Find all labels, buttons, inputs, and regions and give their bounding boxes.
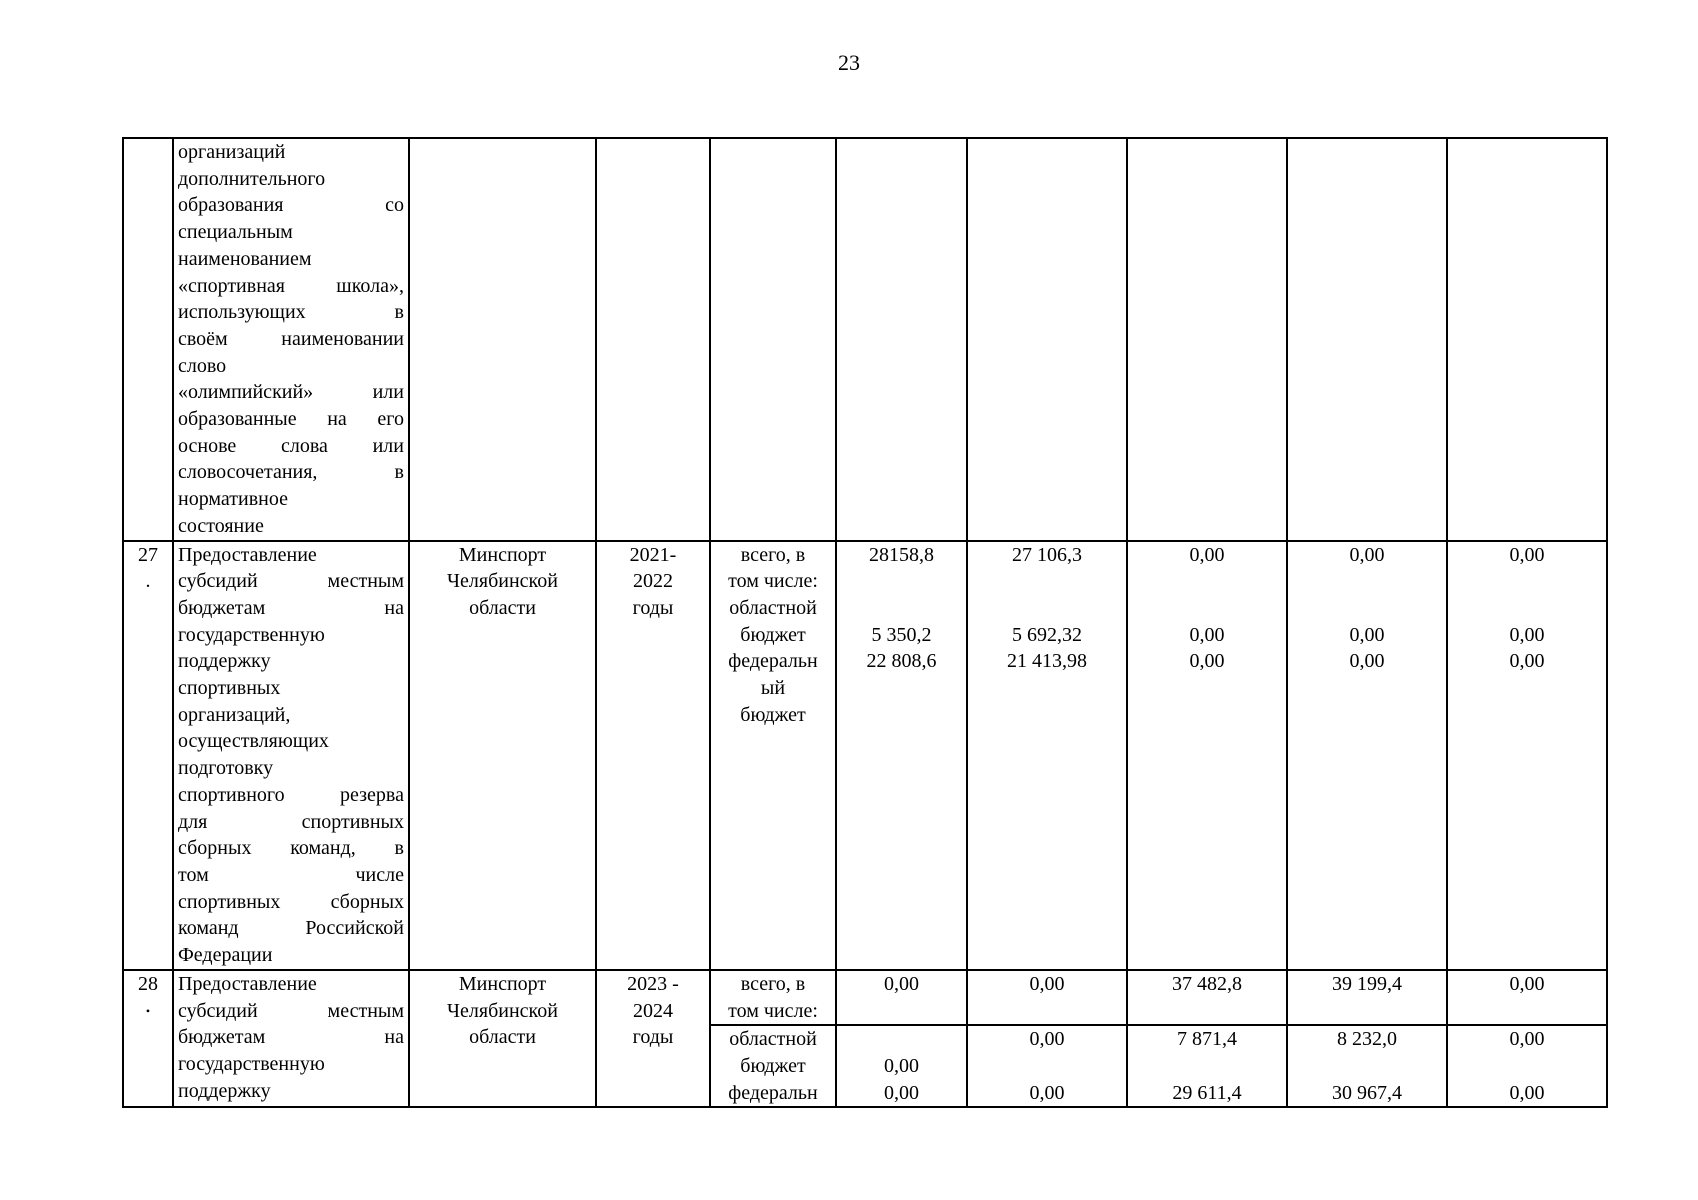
cell-executor [409,138,596,541]
cell-amount-total: 39 199,4 [1287,970,1447,1025]
text-line: бюджет [740,703,806,726]
text-line: поддержку [178,650,271,673]
text-line: том числе: [728,570,818,593]
cell-source-total [710,970,836,1025]
text-line: нормативное [178,488,288,511]
text-line: 0,00 [1349,543,1385,566]
text-line: Минспорт [458,972,547,995]
cell-amount [1287,138,1447,541]
spacer [841,568,962,595]
cell-amount [1447,541,1607,970]
text-line: 0,00 [1189,543,1225,566]
text-line: бюджет [740,623,806,646]
cell-number [123,138,173,541]
text-line: федеральн [728,1081,818,1104]
text-line: 28158,8 [869,543,934,566]
text-line: Челябинской [447,570,558,593]
text-line: 5 692,32 [1012,623,1082,646]
text-line: основе слова или [178,434,404,457]
text-line: области [469,1026,536,1049]
text-line: том числе [178,863,404,886]
text-line: 0,00 [1509,650,1545,673]
cell-executor [409,970,596,1108]
text-line: «спортивная школа», [178,274,404,297]
text-line: осуществляющих [178,730,329,753]
text-line: Федерации [178,944,273,967]
text-line: поддержку [178,1079,271,1102]
cell-measure-name [173,541,409,970]
text-line: 2023 - [627,972,679,995]
spacer [1132,568,1282,595]
spacer [1292,595,1442,622]
text-line: том числе: [728,999,818,1022]
text-line: наименованием [178,247,312,270]
text-line: области [469,596,536,619]
cell-amount [967,138,1127,541]
text-line: своём наименовании [178,327,404,350]
table-row-27 [123,541,1607,970]
text-line: «олимпийский» или [178,381,404,404]
text-line: словосочетания, в [178,461,404,484]
cell-amount-breakdown: 8 232,0 30 967,4 [1287,1025,1447,1107]
cell-amount-breakdown: 0,00 0,00 [1447,1025,1607,1107]
text-line: государственную [178,1052,325,1075]
text-line: всего, в [740,543,806,566]
cell-amount [836,541,967,970]
spacer [841,595,962,622]
text-line: 2022 [633,570,673,593]
text-line: ый [760,677,786,700]
text-line: Челябинской [447,999,558,1022]
cell-amount-total: 0,00 [836,970,967,1025]
cell-measure-name [173,138,409,541]
cell-amount-breakdown: 0,00 0,00 [967,1025,1127,1107]
text-line: подготовку [178,757,274,780]
text-line: дополнительного [178,167,326,190]
text-line: слово [178,354,227,377]
text-line: 22 808,6 [866,650,937,673]
cell-amount-total: 37 482,8 [1127,970,1287,1025]
text-line: использующих в [178,301,404,324]
text-line: 0,00 [1509,543,1545,566]
text-line: спортивного резерва [178,783,404,806]
text-line: субсидий местным [178,999,404,1022]
page-number: 23 [838,50,860,75]
text-line: федеральн [728,650,818,673]
text-line: спортивных сборных [178,890,404,913]
cell-amount [1447,138,1607,541]
cell-amount-total: 0,00 [1447,970,1607,1025]
cell-amount [1287,541,1447,970]
text-line: 2024 [633,999,673,1022]
cell-amount [1127,138,1287,541]
spacer [972,568,1122,595]
text-line: организаций, [178,703,291,726]
spacer [1132,595,1282,622]
text-line: всего, в [740,972,806,995]
cell-number: 28 • [123,970,173,1108]
text-line: бюджетам на [178,1026,404,1049]
text-line: Предоставление [178,972,317,995]
text-line: спортивных [178,677,281,700]
cell-amount [836,138,967,541]
cell-amount-breakdown: 7 871,4 29 611,4 [1127,1025,1287,1107]
text-line: 5 350,2 [871,623,932,646]
cell-source-breakdown [710,1025,836,1107]
cell-period [596,970,710,1108]
text-line: организаций [178,141,286,163]
spacer [972,595,1122,622]
program-measures-table [122,137,1608,1108]
text-line: состояние [178,514,264,537]
cell-amount-breakdown: 0,00 0,00 [836,1025,967,1107]
cell-period [596,138,710,541]
text-line: специальным [178,221,293,244]
text-line: для спортивных [178,810,404,833]
text-line: 0,00 [1189,623,1225,646]
text-line: образования со [178,194,404,217]
cell-source [710,541,836,970]
spacer [1452,568,1602,595]
cell-period [596,541,710,970]
cell-executor [409,541,596,970]
text-line: 0,00 [1349,623,1385,646]
text-line: образованные на его [178,408,404,431]
table-row-28-total [123,970,1607,1025]
cell-amount [967,541,1127,970]
text-line: 0,00 [1189,650,1225,673]
text-line: Предоставление [178,543,317,566]
text-line: областной [729,596,817,619]
text-line: бюджет [740,1054,806,1077]
text-line: Минспорт [458,543,547,566]
text-line: годы [632,1026,674,1049]
spacer [1452,595,1602,622]
cell-number: 27 . [123,541,173,970]
text-line: областной [729,1028,817,1051]
text-line: 27 106,3 [1012,543,1082,566]
cell-amount [1127,541,1287,970]
text-line: 0,00 [1349,650,1385,673]
text-line: 21 413,98 [1007,650,1087,673]
text-line: 0,00 [1509,623,1545,646]
cell-measure-name [173,970,409,1108]
text-line: годы [632,596,674,619]
cell-amount-total: 0,00 [967,970,1127,1025]
text-line: бюджетам на [178,596,404,619]
text-line: сборных команд, в [178,837,404,860]
text-line: государственную [178,623,325,646]
spacer [1292,568,1442,595]
text-line: субсидий местным [178,570,404,593]
cell-source [710,138,836,541]
table-row-continued [123,138,1607,541]
text-line: команд Российской [178,917,404,940]
text-line: 2021- [629,543,677,566]
